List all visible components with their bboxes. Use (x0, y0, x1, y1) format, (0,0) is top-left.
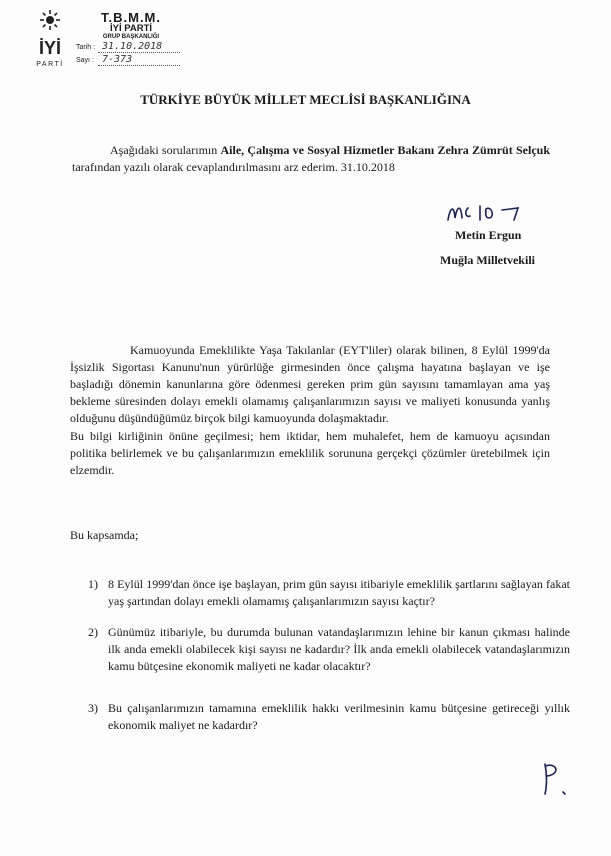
question-number: 1) (88, 577, 98, 591)
stamp-date-label: Tarih : (76, 44, 96, 51)
signatory-title: Muğla Milletvekili (440, 253, 535, 267)
stamp-number-value: 7-373 (98, 54, 180, 66)
registry-stamp (76, 10, 186, 66)
handwritten-signature (440, 198, 550, 228)
party-logo (30, 8, 70, 70)
question-number: 3) (88, 701, 98, 715)
question-text: 8 Eylül 1999'dan önce işe başlayan, prim gün sayısı itibariyle emeklilik şartlarını sağlayan fakat yaş şartından dolayı emekli olamamış çalışanlarımızın sayısı kaçtır? (108, 577, 570, 608)
stamp-number-label: Sayı : (76, 57, 94, 64)
question-text: Bu çalışanlarımızın tamamına emeklilik hakkı verilmesinin kamu bütçesine getireceği yıllık ekonomik maliyet ne kadardır? (108, 701, 570, 732)
svg-text:PARTİ: PARTİ (36, 61, 64, 68)
question-number: 2) (88, 625, 98, 639)
question-text: Günümüz itibariyle, bu durumda bulunan vatandaşlarımızın lehine bir kanun çıkması halinde ilk anda emekli olabilecek kişi sayısı ne kadardır? İlk anda emekli olabilecek vatandaşlarımızın kamu bütçesine ekonomik maliyeti ne kadar olacaktır? (108, 625, 570, 673)
stamp-date-row (76, 41, 186, 53)
question-2 (88, 624, 570, 675)
stamp-org-line3: GRUP BAŞKANLIĞI (102, 34, 160, 40)
intro-part3: tarafından yazılı olarak cevaplandırılmasını arz ederim. 31.10.2018 (72, 160, 395, 174)
minister-name: Aile, Çalışma ve Sosyal Hizmetler Bakanı Zehra Zümrüt Selçuk (220, 143, 550, 157)
stamp-org-line1: T.B.M.M. (101, 10, 161, 25)
stamp-number-row (76, 54, 186, 66)
question-3 (88, 700, 570, 734)
body-paragraph-2: Bu bilgi kirliğinin önüne geçilmesi; hem iktidar, hem muhalefet, hem de kamuoyu açısından politika belirlemek ve bu çalışanlarımızın emeklilik sorununa gerçekçi çözümler üretebilmek için elzemdir. (70, 429, 550, 477)
sun-star-icon (30, 8, 70, 70)
stamp-date-value: 31.10.2018 (98, 41, 180, 53)
question-1 (88, 576, 570, 610)
svg-text:İYİ: İYİ (38, 38, 62, 58)
signatory-name: Metin Ergun (455, 228, 522, 242)
scope-label: Bu kapsamda; (70, 528, 139, 542)
body-paragraph-1: Kamuoyunda Emeklilikte Yaşa Takılanlar (EYT'liler) olarak bilinen, 8 Eylül 1999'da İşsizlik Sigortası Kanunu'nun yürürlüğe girmesinden önce çalışma hayatına başlayan ve işe başladığı dönemin kanunlarına göre ödenmesi gereken prim gün sayısını tamamlayan ama yaş bekleme süresinden dolayı emekli olamamış çalışanlarımızın sayısı ve maliyeti konusunda yanlış olduğunu düşündüğümüz birçok bilgi kamuoyunda dolaşmaktadır. (70, 343, 550, 425)
handwritten-initial (535, 760, 575, 800)
intro-part1: Aşağıdaki sorularımın (110, 143, 221, 157)
stamp-org-line2: İYİ PARTİ (109, 23, 153, 34)
document-heading: TÜRKİYE BÜYÜK MİLLET MECLİSİ BAŞKANLIĞINA (140, 92, 471, 107)
intro-paragraph (72, 142, 550, 176)
